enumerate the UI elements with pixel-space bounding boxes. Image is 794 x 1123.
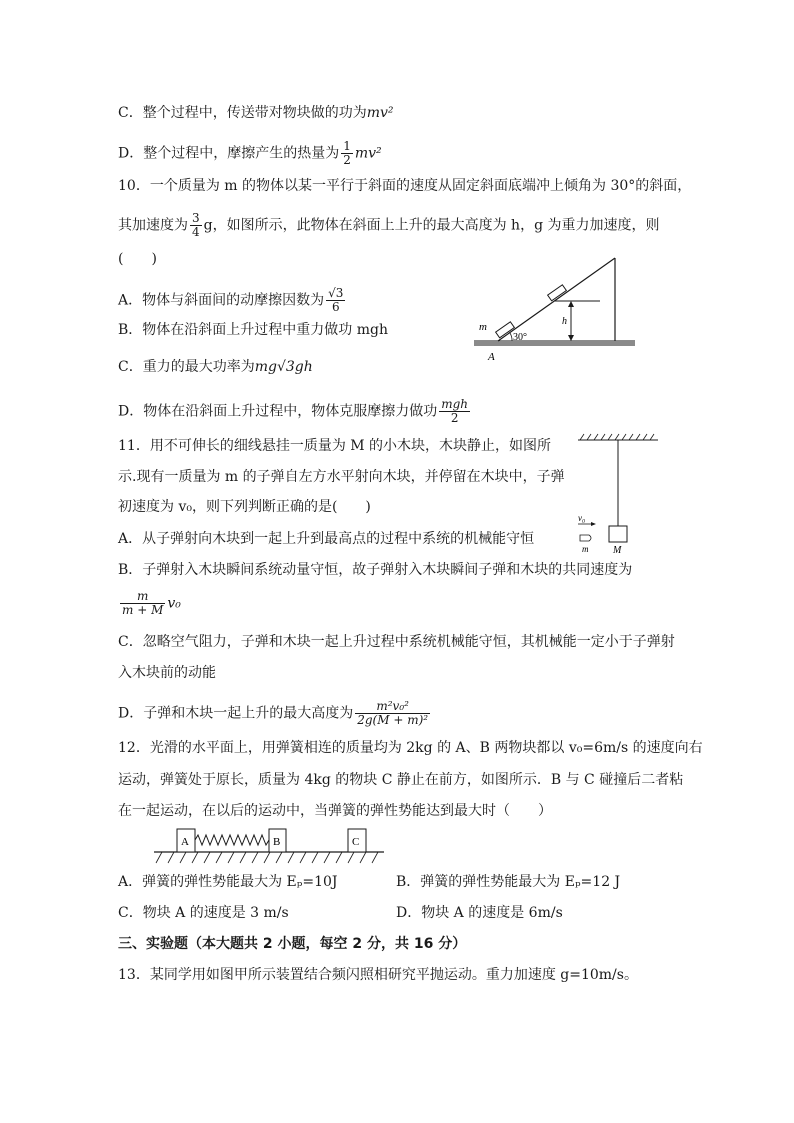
- fraction: $\frac{\text{mgh}}{2}$: [441, 397, 469, 425]
- q11-option-b-line1: B．子弹射入木块瞬间系统动量守恒，故子弹射入木块瞬间子弹和木块的共同速度为: [118, 562, 633, 578]
- q12-stem-line3: 在一起运动，在以后的运动中，当弹簧的弹性势能达到最大时（ ）: [118, 803, 552, 819]
- q12-stem-line2: 运动，弹簧处于原长，质量为 4kg 的物块 C 静止在前方，如图所示．B 与 C 碰撞后二者粘: [118, 772, 684, 788]
- q12-option-d: D．物块 A 的速度是 6m/s: [396, 905, 563, 921]
- q10-stem-line1: 10．一个质量为 m 的物体以某一平行于斜面的速度从固定斜面底端冲上倾角为 30°的斜面，: [118, 178, 692, 194]
- q11-option-c-line2: 入木块前的动能: [118, 665, 216, 681]
- q11-stem-line2: 示.现有一质量为 m 的子弹自左方水平射向木块，并停留在木块中，子弹: [118, 469, 565, 485]
- q9-option-c: C．整个过程中，传送带对物块做的功为mv²: [118, 105, 394, 121]
- fraction: $\frac{3}{4}$: [192, 211, 200, 239]
- label-c: C: [352, 836, 360, 848]
- q12-option-c: C．物块 A 的速度是 3 m/s: [118, 905, 289, 921]
- label-h: h: [562, 316, 567, 327]
- label-block-m: M: [613, 545, 622, 556]
- q9-option-d: D．整个过程中，摩擦产生的热量为 $\frac{1}{2}$ mv²: [118, 139, 382, 167]
- wood-block: [609, 526, 627, 542]
- section-heading: 三、实验题（本大题共 2 小题，每空 2 分，共 16 分）: [118, 936, 467, 952]
- q12-stem-line1: 12．光滑的水平面上，用弹簧相连的质量均为 2kg 的 A、B 两物块都以 v₀=6m/s 的速度向右: [118, 740, 703, 756]
- q11-option-b-line2: $\frac{m}{m + M}$ v₀: [122, 589, 181, 617]
- label-v0: v₀: [578, 513, 586, 523]
- incline-figure: [470, 250, 640, 370]
- label-angle: 30°: [513, 332, 527, 343]
- q12-option-b: B．弹簧的弹性势能最大为 Eₚ=12 J: [396, 874, 621, 890]
- bullet: [580, 535, 591, 541]
- pendulum-figure: [572, 432, 662, 557]
- q10-option-d: D．物体在沿斜面上升过程中，物体克服摩擦力做功 $\frac{\text{mgh}}{2}$: [118, 397, 469, 425]
- fraction: $\frac{\text{m²v₀²}}{\text{2g(M + m)²}}$: [357, 699, 429, 727]
- fraction: $\frac{m}{m + M}$: [122, 589, 164, 617]
- q10-option-c: C．重力的最大功率为mg√3gh: [118, 359, 313, 375]
- label-bullet-m: m: [582, 544, 589, 554]
- fraction: $\frac{1}{2}$: [343, 139, 351, 167]
- q13-stem: 13．某同学用如图甲所示装置结合频闪照相研究平抛运动。重力加速度 g=10m/s。: [118, 967, 638, 983]
- q11-option-c-line1: C．忽略空气阻力，子弹和木块一起上升过程中系统机械能守恒，其机械能一定小于子弹射: [118, 634, 675, 650]
- label-m: m: [479, 321, 487, 333]
- label-a: A: [181, 836, 189, 848]
- q12-option-a: A．弹簧的弹性势能最大为 Eₚ=10J: [118, 874, 338, 890]
- q10-option-b: B．物体在沿斜面上升过程中重力做功 mgh: [118, 322, 388, 338]
- q10-stem-line2: 其加速度为 $\frac{3}{4}$ g，如图所示，此物体在斜面上上升的最大高度为 h，g 为重力加速度，则: [118, 211, 660, 239]
- q11-option-a: A．从子弹射向木块到一起上升到最高点的过程中系统的机械能守恒: [118, 531, 535, 547]
- fraction: $\frac{√3}{6}$: [328, 286, 344, 314]
- label-b: B: [273, 836, 281, 848]
- q11-stem-line3: 初速度为 v₀，则下列判断正确的是( ): [118, 499, 371, 515]
- q10-option-a: A．物体与斜面间的动摩擦因数为 $\frac{√3}{6}$: [118, 286, 344, 314]
- spring-figure: [152, 825, 392, 870]
- label-a: A: [488, 351, 495, 363]
- q11-stem-line1: 11．用不可伸长的细线悬挂一质量为 M 的小木块，木块静止，如图所: [118, 438, 552, 454]
- q11-option-d: D．子弹和木块一起上升的最大高度为 $\frac{\text{m²v₀²}}{\text{2g(M + m)²}}$: [118, 699, 429, 727]
- q10-answer-paren: ( ): [118, 251, 157, 267]
- spring: [195, 835, 269, 845]
